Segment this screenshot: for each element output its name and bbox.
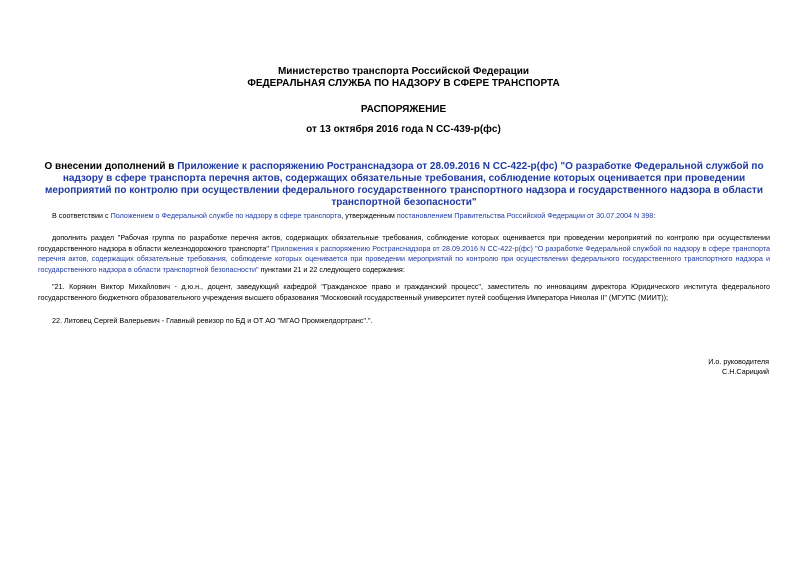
regulation-link[interactable]: Положением о Федеральной службе по надзору в сфере транспорта [110, 211, 342, 220]
paragraph-basis-text-3: : [653, 211, 656, 220]
signature-position: И.о. руководителя [708, 357, 769, 366]
paragraph-basis-text-1: В соответствии с [52, 211, 111, 220]
service-name: ФЕДЕРАЛЬНАЯ СЛУЖБА ПО НАДЗОРУ В СФЕРЕ ТРАНСПОРТА [247, 78, 560, 89]
item-21-text: "21. Корякин Виктор Михайлович - д.ю.н., доцент, заведующий кафедрой "Гражданское право и гражданский процесс", заместитель по инновациям директора Юридического института федерального государственного бюджетного образовательного учреждения высшего образования "Московский государственный университет путей сообщения Императора Николая II" (МГУПС (МИИТ)); [38, 282, 770, 302]
paragraph-amendment [38, 233, 770, 275]
signature-name: С.Н.Сарицкий [722, 367, 769, 376]
document-type: РАСПОРЯЖЕНИЕ [360, 104, 447, 115]
government-decree-link[interactable]: постановлением Правительства Российской Федерации от 30.07.2004 N 398 [396, 211, 654, 220]
document-date-number: от 13 октября 2016 года N СС-439-р(фс) [306, 124, 501, 135]
appendix-link[interactable]: Приложения к распоряжению Ространснадзора от 28.09.2016 N СС-422-р(фс) "О разработке Федеральной службой по надзору в сфере транспорта перечня актов, содержащих обязательные требования, соблюдение которых оценивается при проведении мероприятий по контролю при осуществлении федерального государственного транспортного надзора и государственного надзора в области транспортной безопасности" [38, 243, 770, 274]
item-21 [38, 282, 770, 303]
paragraph-basis-text-2: , утвержденным [341, 211, 397, 220]
document-title [38, 161, 770, 209]
title-link[interactable]: Приложение к распоряжению Ространснадзора от 28.09.2016 N СС-422-р(фс) "О разработке Федеральной службой по надзору в сфере транспорта перечня актов, содержащих обязательные требования, соблюдение которых оценивается при проведении мероприятий по контролю при осуществлении федерального государственного транспортного надзора и государственного надзора в области транспортной безопасности" [45, 161, 764, 208]
item-22 [38, 316, 770, 327]
ministry-name: Министерство транспорта Российской Федерации [277, 66, 530, 77]
paragraph-basis [38, 211, 770, 222]
item-22-text: 22. Литовец Сергей Валерьевич - Главный ревизор по БД и ОТ АО "МГАО Промжелдортранс".". [52, 316, 373, 325]
paragraph-amendment-text-1: дополнить раздел "Рабочая группа по разработке перечня актов, содержащих обязательные требования, соблюдение которых оценивается при проведении мероприятий по контролю при осуществлении государственного надзора в области железнодорожного транспорта" [38, 233, 770, 253]
paragraph-amendment-text-2: пунктами 21 и 22 следующего содержания: [258, 264, 405, 274]
title-prefix: О внесении дополнений в [44, 161, 178, 172]
